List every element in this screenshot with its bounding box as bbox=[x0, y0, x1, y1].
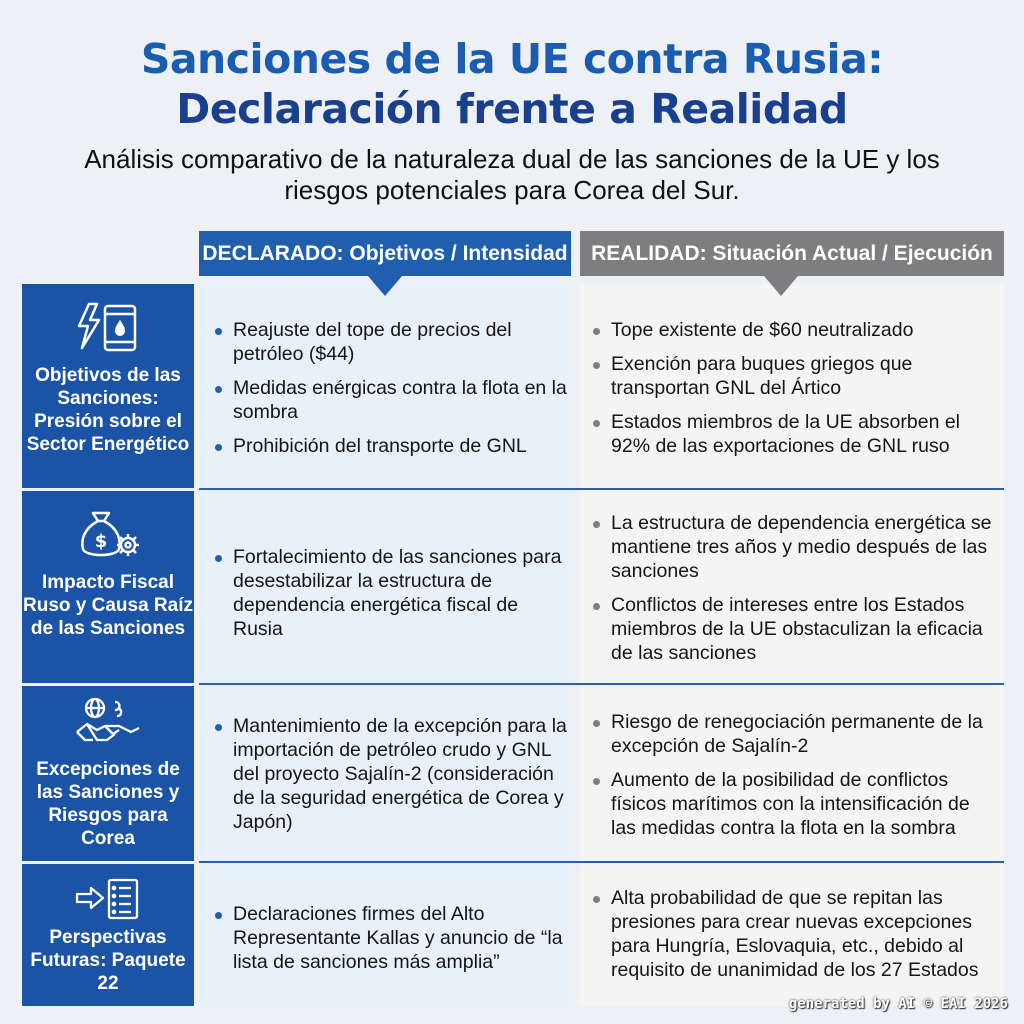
row-label-exceptions-risks bbox=[22, 686, 194, 861]
list-item: La estructura de dependencia energética se mantiene tres años y medio después de las sanciones bbox=[588, 511, 998, 583]
list-item: Reajuste del tope de precios del petróleo ($44) bbox=[210, 318, 568, 366]
page-subtitle: Análisis comparativo de la naturaleza dual de las sanciones de la UE y los riesgos potenciales para Corea del Sur. bbox=[84, 144, 940, 205]
list-item: Alta probabilidad de que se repitan las presiones para crear nuevas excepciones para Hungría, Eslovaquia, etc., debido al requisito de unanimidad de los 27 Estados bbox=[588, 886, 998, 982]
reality-cell-row-3 bbox=[588, 710, 998, 850]
row-label-text: Objetivos de las Sanciones: Presión sobre el Sector Energético bbox=[26, 365, 190, 455]
row-divider bbox=[199, 488, 1004, 490]
list-item: Mantenimiento de la excepción para la importación de petróleo crudo y GNL del proyecto Sajalín-2 (consideración de la seguridad energética de Corea y Japón) bbox=[210, 714, 568, 834]
row-label-energy-sector bbox=[22, 284, 194, 488]
svg-text:$: $ bbox=[94, 531, 108, 552]
row-label-text: Excepciones de las Sanciones y Riesgos para Corea bbox=[36, 759, 180, 849]
list-item: Prohibición del transporte de GNL bbox=[210, 434, 568, 458]
declared-cell-row-1 bbox=[210, 318, 568, 468]
list-item: Medidas enérgicas contra la flota en la sombra bbox=[210, 376, 568, 424]
page-title bbox=[0, 34, 1024, 134]
row-label-fiscal-impact bbox=[22, 491, 194, 683]
declared-cell-row-3 bbox=[210, 714, 568, 844]
declared-column-header: DECLARADO: Objetivos / Intensidad bbox=[199, 231, 571, 276]
reality-cell-row-2 bbox=[588, 511, 998, 675]
ai-watermark: generated by AI © EAI 2026 bbox=[788, 996, 1008, 1012]
reality-column-header: REALIDAD: Situación Actual / Ejecución bbox=[580, 231, 1004, 276]
arrow-checklist-icon bbox=[73, 876, 143, 927]
declared-cell-row-2 bbox=[210, 545, 568, 651]
list-item: Exención para buques griegos que transportan GNL del Ártico bbox=[588, 352, 998, 400]
list-item: Riesgo de renegociación permanente de la excepción de Sajalín-2 bbox=[588, 710, 998, 758]
reality-cell-row-1 bbox=[588, 318, 998, 468]
globe-handshake-icon bbox=[73, 696, 143, 757]
row-label-future-outlook bbox=[22, 864, 194, 1006]
row-label-text: Impacto Fiscal Ruso y Causa Raíz de las Sanciones bbox=[23, 572, 193, 639]
oil-barrel-lightning-icon bbox=[73, 300, 143, 361]
declared-header-pointer bbox=[368, 276, 402, 296]
list-item: Estados miembros de la UE absorben el 92% de las exportaciones de GNL ruso bbox=[588, 410, 998, 458]
row-divider bbox=[199, 861, 1004, 863]
list-item: Conflictos de intereses entre los Estados miembros de la UE obstaculizan la eficacia de las sanciones bbox=[588, 593, 998, 665]
reality-cell-row-4 bbox=[588, 886, 998, 992]
list-item: Aumento de la posibilidad de conflictos físicos marítimos con la intensificación de las medidas contra la flota en la sombra bbox=[588, 768, 998, 840]
row-label-text: Perspectivas Futuras: Paquete 22 bbox=[30, 927, 186, 994]
money-bag-gear-icon bbox=[73, 507, 143, 568]
list-item: Declaraciones firmes del Alto Representante Kallas y anuncio de “la lista de sanciones más amplia” bbox=[210, 902, 568, 974]
list-item: Tope existente de $60 neutralizado bbox=[588, 318, 998, 342]
list-item: Fortalecimiento de las sanciones para desestabilizar la estructura de dependencia energética fiscal de Rusia bbox=[210, 545, 568, 641]
reality-header-pointer bbox=[764, 276, 798, 296]
title-line-2: Declaración frente a Realidad bbox=[176, 85, 848, 133]
title-line-1: Sanciones de la UE contra Rusia: bbox=[140, 35, 884, 83]
row-divider bbox=[199, 683, 1004, 685]
declared-cell-row-4 bbox=[210, 902, 568, 984]
